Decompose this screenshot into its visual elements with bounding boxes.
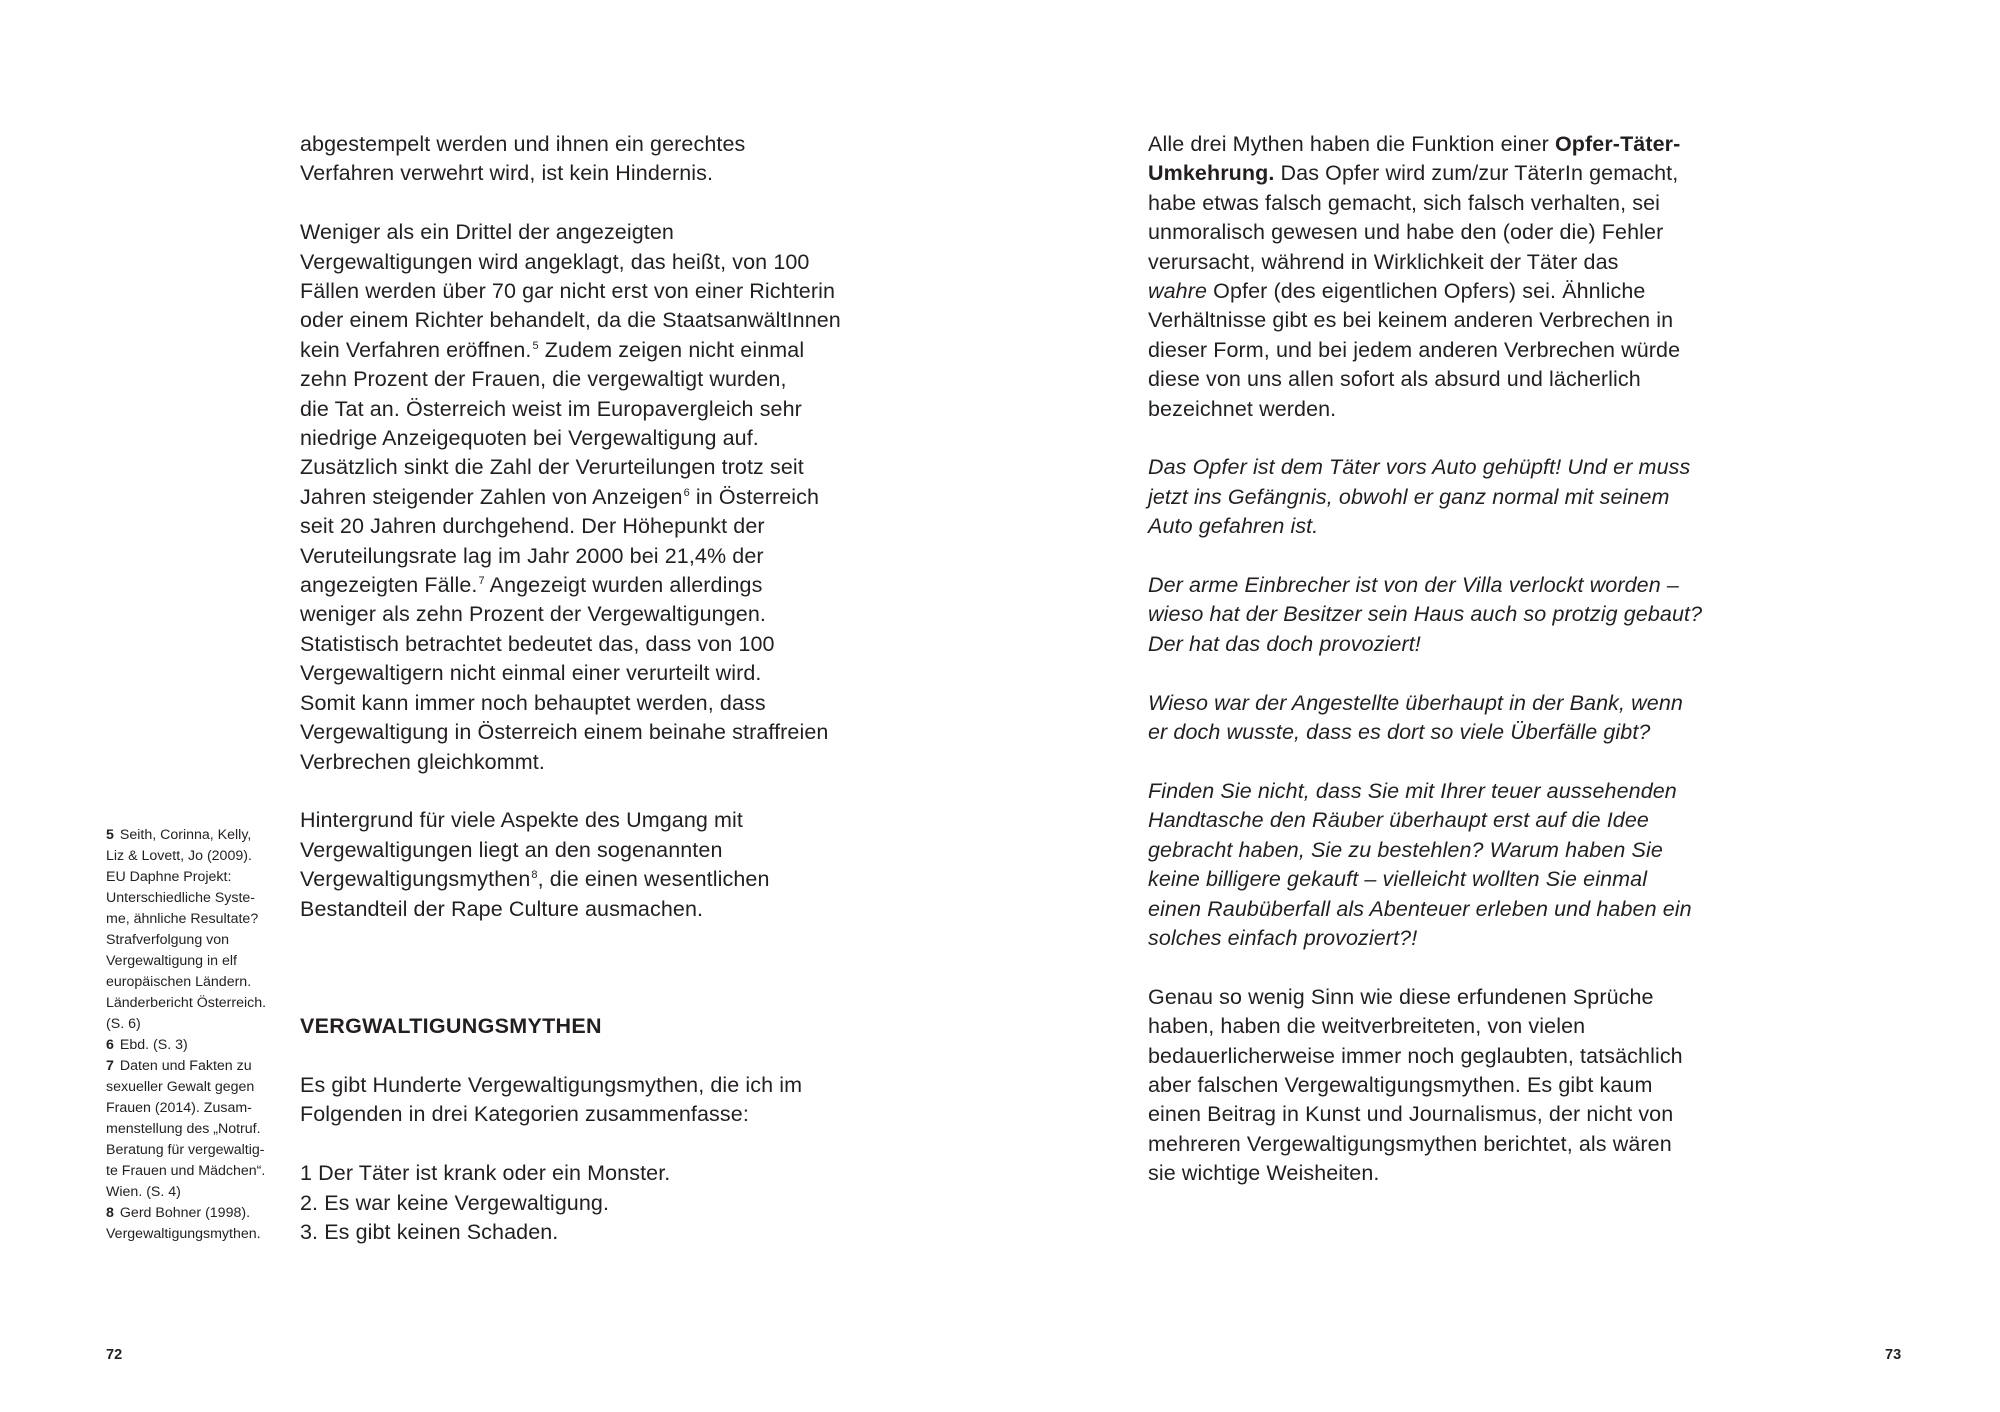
text-line: keine billigere gekauft – vielleicht wollten Sie einmal [1148,867,1648,892]
text-line: Der arme Einbrecher ist von der Villa verlockt worden – [1148,573,1679,598]
footnote-ref-8[interactable]: 8 [531,869,538,882]
footnote-8 [106,1203,286,1245]
example-quote-1 [1148,453,1728,541]
text-line: dieser Form, und bei jedem anderen Verbrechen würde [1148,337,1681,362]
text-line: Vergewaltigung in Österreich einem beinahe straffreien [300,720,829,745]
bold-term: Umkehrung. [1148,161,1275,186]
paragraph-2 [300,218,880,777]
footnote-7 [106,1056,286,1203]
example-quote-3 [1148,689,1728,748]
text-segment: kein Verfahren eröffnen. [300,337,532,362]
footnote-line: sexueller Gewalt gegen [106,1079,255,1095]
text-line: Fällen werden über 70 gar nicht erst von einer Richterin [300,279,836,304]
text-line: Hintergrund für viele Aspekte des Umgang mit [300,808,743,833]
text-segment: Gerd Bohner (1998). [119,1205,251,1221]
text-segment: in Österreich [695,484,820,509]
italic-word: wahre [1148,279,1208,304]
footnote-line: Liz & Lovett, Jo (2009). [106,848,252,864]
list-item: 2. Es war keine Vergewaltigung. [300,1190,610,1215]
paragraph-1 [300,130,880,189]
footnote-line: Frauen (2014). Zusam- [106,1100,252,1116]
text-segment: Alle drei Mythen haben die Funktion einer [1148,132,1555,156]
footnote-line: Beratung für vergewaltig- [106,1142,265,1158]
text-line: solches einfach provoziert?! [1148,925,1418,950]
paragraph-1 [1148,130,1728,424]
text-line: Vergewaltigungen wird angeklagt, das heißt, von 100 [300,249,810,274]
text-line: Somit kann immer noch behauptet werden, dass [300,690,766,715]
footnote-line: EU Daphne Projekt: [106,869,232,885]
section-heading: VERGWALTIGUNGSMYTHEN [300,1014,602,1039]
footnote-ref-6[interactable]: 6 [683,486,690,499]
text-line: wieso hat der Besitzer sein Haus auch so protzig gebaut? [1148,602,1703,627]
text-line: sie wichtige Weisheiten. [1148,1161,1380,1186]
footnote-ref-5[interactable]: 5 [532,339,539,352]
text-line: Bestandteil der Rape Culture ausmachen. [300,896,704,921]
text-line: Das Opfer ist dem Täter vors Auto gehüpft! Und er muss [1148,455,1691,480]
page-number: 73 [1885,1347,1902,1363]
text-line: mehreren Vergewaltigungsmythen berichtet, als wären [1148,1131,1672,1156]
footnote-line: Unterschiedliche Syste- [106,890,256,906]
footnote-line: europäischen Ländern. [106,974,252,990]
text-line: oder einem Richter behandelt, da die StaatsanwältInnen [300,308,841,333]
footnote-line: Vergewaltigungsmythen. [106,1226,261,1242]
text-line: Zusätzlich sinkt die Zahl der Verurteilungen trotz seit [300,455,804,480]
text-segment: Daten und Fakten zu [119,1058,252,1074]
footnote-number: 6 [106,1037,114,1053]
footnote-line: (S. 6) [106,1016,141,1032]
footnote-6 [106,1035,286,1056]
footnote-line: me, ähnliche Resultate? [106,911,259,927]
footnote-line: Vergewaltigung in elf [106,953,237,969]
text-segment: Das Opfer wird zum/zur TäterIn gemacht, [1274,161,1679,186]
text-segment: Seith, Corinna, Kelly, [119,827,252,843]
text-line: einen Beitrag in Kunst und Journalismus, der nicht von [1148,1102,1674,1127]
left-body-text [300,130,880,1247]
text-segment: angezeigten Fälle. [300,573,478,598]
text-line: verursacht, während in Wirklichkeit der Täter das [1148,249,1619,274]
text-segment: Zudem zeigen nicht einmal [544,337,805,362]
footnote-line [106,1035,286,1056]
text-line: jetzt ins Gefängnis, obwohl er ganz normal mit seinem [1148,484,1670,509]
right-body-text [1148,130,1728,1189]
text-segment: Opfer (des eigentlichen Opfers) sei. Ähnliche [1207,279,1646,304]
text-line [1148,277,1728,306]
text-segment: Ebd. (S. 3) [119,1037,188,1053]
footnote-line [106,1203,286,1224]
list-item: 3. Es gibt keinen Schaden. [300,1219,559,1244]
text-line: Verhältnisse gibt es bei keinem anderen Verbrechen in [1148,308,1674,333]
text-segment: Vergewaltigungsmythen [300,867,531,892]
footnote-line: Länderbericht Österreich. [106,995,267,1011]
text-line: bezeichnet werden. [1148,396,1337,421]
text-line: Folgenden in drei Kategorien zusammenfasse: [300,1102,749,1127]
text-line: Der hat das doch provoziert! [1148,631,1421,656]
text-line: Statistisch betrachtet bedeutet das, dass von 100 [300,631,775,656]
text-line: niedrige Anzeigequoten bei Vergewaltigung auf. [300,426,759,451]
text-line: haben, haben die weitverbreiteten, von vielen [1148,1014,1586,1039]
footnote-ref-7[interactable]: 7 [478,575,485,588]
example-quote-4 [1148,777,1728,953]
text-line: unmoralisch gewesen und habe den (oder die) Fehler [1148,220,1664,245]
text-line: habe etwas falsch gemacht, sich falsch verhalten, sei [1148,190,1661,215]
text-line: einen Raubüberfall als Abenteuer erleben und haben ein [1148,896,1692,921]
text-line [300,336,880,365]
myth-list [300,1159,880,1247]
right-page [1000,0,2000,1412]
closing-paragraph [1148,983,1728,1189]
footnote-5 [106,825,286,1035]
paragraph-3 [300,806,880,924]
footnote-number: 7 [106,1058,114,1074]
footnote-line [106,825,286,846]
text-line: bedauerlicherweise immer noch geglaubten, tatsächlich [1148,1043,1683,1068]
text-segment: , die einen wesentlichen [537,867,770,892]
footnote-number: 8 [106,1205,114,1221]
footnote-line: Wien. (S. 4) [106,1184,181,1200]
text-line: aber falschen Vergewaltigungsmythen. Es gibt kaum [1148,1072,1653,1097]
spacer [300,953,880,982]
footnote-number: 5 [106,827,114,843]
text-line: Auto gefahren ist. [1148,514,1319,539]
text-line: Finden Sie nicht, dass Sie mit Ihrer teuer aussehenden [1148,778,1677,803]
text-line: abgestempelt werden und ihnen ein gerechtes [300,132,746,156]
footnote-line: Strafverfolgung von [106,932,230,948]
list-item: 1 Der Täter ist krank oder ein Monster. [300,1161,671,1186]
text-line: Wieso war der Angestellte überhaupt in der Bank, wenn [1148,690,1683,715]
text-line: Veruteilungsrate lag im Jahr 2000 bei 21,4% der [300,543,764,568]
footnotes [106,825,286,1245]
example-quote-2 [1148,571,1728,659]
footnote-line: menstellung des „Notruf. [106,1121,261,1137]
footnote-line [106,1056,286,1077]
text-line: er doch wusste, dass es dort so viele Überfälle gibt? [1148,720,1651,745]
text-line: diese von uns allen sofort als absurd und lächerlich [1148,367,1641,392]
text-line [300,483,880,512]
text-line: Vergewaltigern nicht einmal einer verurteilt wird. [300,661,762,686]
intro-paragraph [300,1071,880,1130]
text-line: Es gibt Hunderte Vergewaltigungsmythen, die ich im [300,1072,803,1097]
text-line: Verbrechen gleichkommt. [300,749,545,774]
text-line: weniger als zehn Prozent der Vergewaltigungen. [300,602,766,627]
text-line: die Tat an. Österreich weist im Europavergleich sehr [300,396,802,421]
text-segment: Angezeigt wurden allerdings [489,573,763,598]
page-number: 72 [106,1347,123,1363]
text-segment: Jahren steigender Zahlen von Anzeigen [300,484,683,509]
text-line [1148,159,1728,188]
text-line: Verfahren verwehrt wird, ist kein Hindernis. [300,161,714,186]
text-line [1148,130,1728,159]
text-line [300,571,880,600]
text-line: Vergewaltigungen liegt an den sogenannten [300,837,723,862]
text-line: seit 20 Jahren durchgehend. Der Höhepunkt der [300,514,765,539]
text-line [300,865,880,894]
text-line: Weniger als ein Drittel der angezeigten [300,220,674,245]
footnote-line: te Frauen und Mädchen“. [106,1163,266,1179]
bold-term: Opfer-Täter- [1554,132,1681,156]
text-line: zehn Prozent der Frauen, die vergewaltigt wurden, [300,367,787,392]
text-line: Handtasche den Räuber überhaupt erst auf die Idee [1148,808,1649,833]
text-line: gebracht haben, Sie zu bestehlen? Warum haben Sie [1148,837,1663,862]
text-line: Genau so wenig Sinn wie diese erfundenen Sprüche [1148,984,1654,1009]
